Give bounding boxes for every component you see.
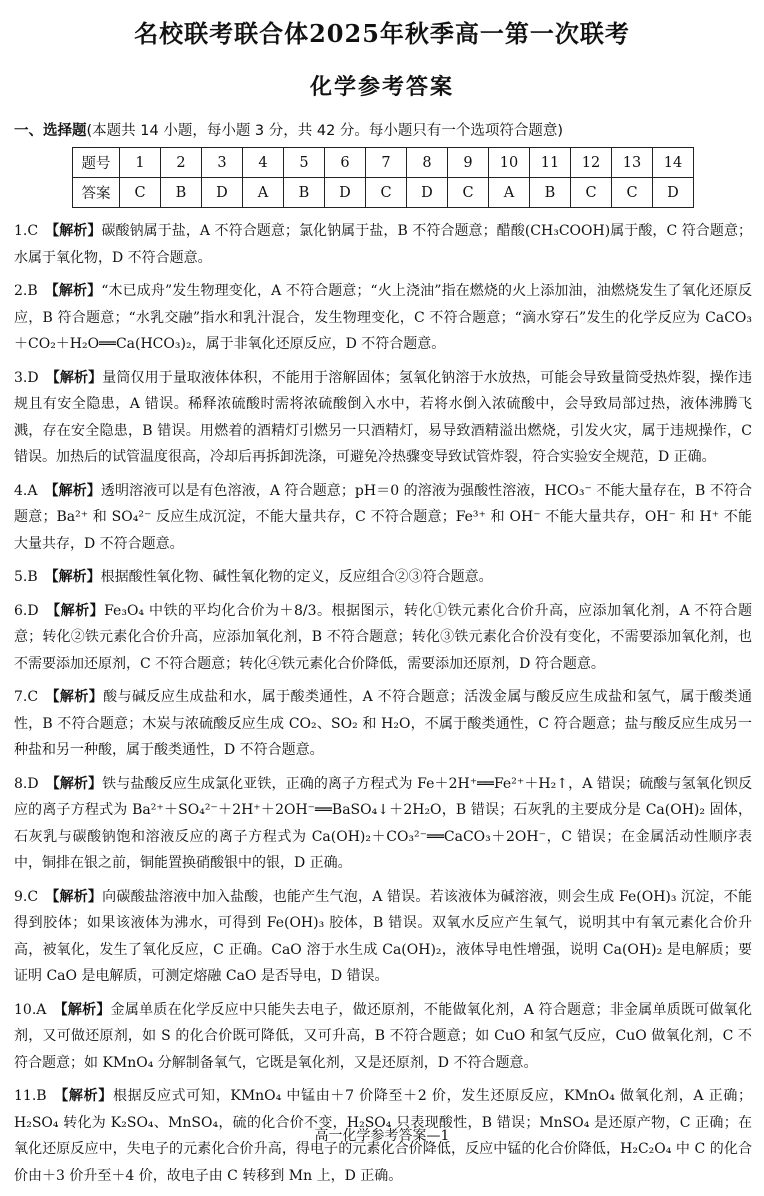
answer-explanation — [14, 365, 752, 471]
explanation-text: 酸与碱反应生成盐和水，属于酸类通性，A 不符合题意；活泼金属与酸反应生成盐和氢气，属于酸类通性，B 不符合题意；木炭与浓硫酸反应生成 CO₂、SO₂ 和 H₂O，不属于酸类通性，C 符合题意；盐与酸反应生成另一种盐和另一种酸，属于酸类通性，D 不符合题意。 — [14, 689, 752, 758]
question-number-cell: 6 — [325, 148, 366, 178]
exam-title: 名校联考联合体2025年秋季高一第一次联考 — [134, 19, 630, 48]
question-number-cell: 8 — [407, 148, 448, 178]
explanation-text: 金属单质在化学反应中只能失去电子，做还原剂，不能做氧化剂，A 符合题意；非金属单质既可做氧化剂，又可做还原剂，如 S 的化合价既可降低，又可升高，B 不符合题意；如 CuO 和氢气反应，CuO 做氧化剂，C 不符合题意；如 KMnO₄ 分解制备氧气，它既是氧化剂，又是还原剂，D 不符合题意。 — [14, 1001, 752, 1071]
answer-cell: B — [161, 178, 202, 208]
row-label-number: 题号 — [73, 148, 120, 178]
question-answer-label: 6.D — [14, 602, 39, 619]
question-number-cell: 5 — [284, 148, 325, 178]
question-number-cell: 4 — [243, 148, 284, 178]
answer-cell: A — [489, 178, 530, 208]
explanation-tag: 【解析】 — [45, 888, 103, 905]
question-number-cell: 10 — [489, 148, 530, 178]
question-number-cell: 14 — [653, 148, 694, 178]
question-number-cell: 3 — [202, 148, 243, 178]
answer-explanation — [14, 771, 752, 877]
question-answer-label: 10.A — [14, 1001, 47, 1018]
explanation-tag: 【解析】 — [53, 1088, 113, 1104]
question-number-cell: 13 — [612, 148, 653, 178]
explanation-tag: 【解析】 — [45, 369, 103, 386]
answer-cell: A — [243, 178, 284, 208]
question-answer-label: 4.A — [14, 482, 38, 499]
answer-explanation — [14, 218, 752, 271]
question-answer-label: 8.D — [14, 775, 39, 792]
question-number-row — [73, 148, 694, 178]
question-answer-label: 9.C — [14, 888, 39, 905]
question-answer-label: 5.B — [14, 569, 38, 585]
explanation-text: 透明溶液可以是有色溶液，A 符合题意；pH＝0 的溶液为强酸性溶液，HCO₃⁻ 不能大量存在，B 不符合题意；Ba²⁺ 和 SO₄²⁻ 反应生成沉淀，不能大量共存，C 不符合题意；Fe³⁺ 和 OH⁻ 不能大量共存，OH⁻ 和 H⁺ 不能大量共存，D 不符合题意。 — [14, 482, 752, 552]
explanation-tag: 【解析】 — [45, 689, 104, 705]
answer-cell: C — [448, 178, 489, 208]
question-answer-label: 1.C — [14, 223, 39, 239]
section-note: (本题共 14 小题，每小题 3 分，共 42 分。每小题只有一个选项符合题意) — [86, 123, 564, 139]
row-label-answer: 答案 — [73, 178, 120, 208]
explanation-tag: 【解析】 — [45, 602, 105, 619]
answer-explanation — [14, 684, 752, 764]
answer-explanation — [14, 884, 752, 990]
explanation-text: 根据反应式可知，KMnO₄ 中锰由＋7 价降至＋2 价，发生还原反应，KMnO₄ 做氧化剂，A 正确；H₂SO₄ 转化为 K₂SO₄、MnSO₄，硫的化合价不变，H₂SO₄ 只表现酸性，B 错误；MnSO₄ 是还原产物，C 正确；在氧化还原反应中，失电子的元素化合价升高，得电子的元素化合价降低，反应中锰的化合价降低，H₂C₂O₄ 中 C 的化合价由＋3 价升至＋4 价，故电子由 C 转移到 Mn 上，D 正确。 — [14, 1088, 752, 1184]
answer-cell: B — [530, 178, 571, 208]
answer-cell: C — [571, 178, 612, 208]
question-answer-label: 7.C — [14, 689, 39, 705]
explanation-tag: 【解析】 — [44, 482, 101, 499]
section-title: 一、选择题 — [14, 123, 87, 139]
explanation-text: 铁与盐酸反应生成氯化亚铁，正确的离子方程式为 Fe＋2H⁺══Fe²⁺＋H₂↑，A 错误；硫酸与氢氧化钡反应的离子方程式为 Ba²⁺＋SO₄²⁻＋2H⁺＋2OH⁻══BaSO₄↓＋2H₂O，B 错误；石灰乳的主要成分是 Ca(OH)₂ 固体，石灰乳与碳酸钠饱和溶液反应的离子方程式为 Ca(OH)₂＋CO₃²⁻══CaCO₃＋2OH⁻，C 错误；在金属活动性顺序表中，铜排在银之前，铜能置换硝酸银中的银，D 正确。 — [14, 775, 752, 871]
answer-explanation — [14, 564, 752, 591]
answer-explanation — [14, 598, 752, 678]
answer-table — [72, 147, 694, 208]
question-answer-label: 11.B — [14, 1088, 47, 1104]
explanation-text: “木已成舟”发生物理变化，A 不符合题意；“火上浇油”指在燃烧的火上添加油，油燃烧发生了氧化还原反应，B 符合题意；“水乳交融”指水和乳汁混合，发生物理变化，C 不符合题意；“滴水穿石”发生的化学反应为 CaCO₃＋CO₂＋H₂O══Ca(HCO₃)₂，属于非氧化还原反应，D 不符合题意。 — [14, 283, 753, 352]
explanation-tag: 【解析】 — [53, 1001, 111, 1018]
explanation-tag: 【解析】 — [44, 569, 101, 585]
question-number-cell: 11 — [530, 148, 571, 178]
question-number-cell: 7 — [366, 148, 407, 178]
answer-cell: C — [120, 178, 161, 208]
question-number-cell: 1 — [120, 148, 161, 178]
explanation-text: 向碳酸盐溶液中加入盐酸，也能产生气泡，A 错误。若该液体为碱溶液，则会生成 Fe(OH)₃ 沉淀，不能得到胶体；如果该液体为沸水，可得到 Fe(OH)₃ 胶体，B 错误。双氧水反应产生氧气，说明其中有氧元素化合价升高，被氧化，发生了氧化反应，C 正确。CaO 溶于水生成 Ca(OH)₂，液体导电性增强，说明 Ca(OH)₂ 是电解质；要证明 CaO 是电解质，可测定熔融 CaO 是否导电，D 错误。 — [14, 888, 753, 984]
answer-explanation — [14, 278, 752, 358]
question-number-cell: 2 — [161, 148, 202, 178]
answer-cell: C — [612, 178, 653, 208]
answer-cell: D — [325, 178, 366, 208]
section-heading — [14, 119, 754, 140]
answer-cell: D — [407, 178, 448, 208]
explanation-tag: 【解析】 — [44, 283, 102, 299]
explanation-text: Fe₃O₄ 中铁的平均化合价为＋8/3。根据图示，转化①铁元素化合价升高，应添加氧化剂，A 不符合题意；转化②铁元素化合价升高，应添加氧化剂，B 不符合题意；转化③铁元素化合价没有变化，不需要添加氧化剂，也不需要添加还原剂，C 不符合题意；转化④铁元素化合价降低，需要添加还原剂，D 符合题意。 — [14, 602, 752, 672]
answer-cell: D — [653, 178, 694, 208]
question-number-cell: 12 — [571, 148, 612, 178]
question-answer-label: 3.D — [14, 369, 39, 386]
question-answer-label: 2.B — [14, 283, 38, 299]
explanation-tag: 【解析】 — [45, 775, 103, 792]
answer-explanation — [14, 478, 752, 558]
answer-cell: C — [366, 178, 407, 208]
answer-cell: D — [202, 178, 243, 208]
page-footer: 高一化学参考答案—1 — [314, 1128, 450, 1144]
explanation-text: 碳酸钠属于盐，A 不符合题意；氯化钠属于盐，B 不符合题意；醋酸(CH₃COOH)属于酸，C 符合题意；水属于氧化物，D 不符合题意。 — [14, 223, 753, 266]
explanation-text: 根据酸性氧化物、碱性氧化物的定义，反应组合②③符合题意。 — [100, 569, 493, 585]
question-number-cell: 9 — [448, 148, 489, 178]
answer-cell: B — [284, 178, 325, 208]
answer-row — [73, 178, 694, 208]
explanations-list — [14, 218, 752, 1196]
document-title: 化学参考答案 — [309, 75, 454, 100]
answer-explanation — [14, 997, 752, 1077]
explanation-text: 量筒仅用于量取液体体积，不能用于溶解固体；氢氧化钠溶于水放热，可能会导致量筒受热炸裂，操作违规且有安全隐患，A 错误。稀释浓硫酸时需将浓硫酸倒入水中，若将水倒入浓硫酸中，会导致局部过热，液体沸腾飞溅，存在安全隐患，B 错误。用燃着的酒精灯引燃另一只酒精灯，易导致酒精溢出燃烧，引发火灾，属于违规操作，C 错误。加热后的试管温度很高，冷却后再拆卸洗涤，可避免冷热骤变导致试管炸裂，符合实验安全规范，D 正确。 — [14, 369, 752, 465]
explanation-tag: 【解析】 — [45, 223, 102, 239]
